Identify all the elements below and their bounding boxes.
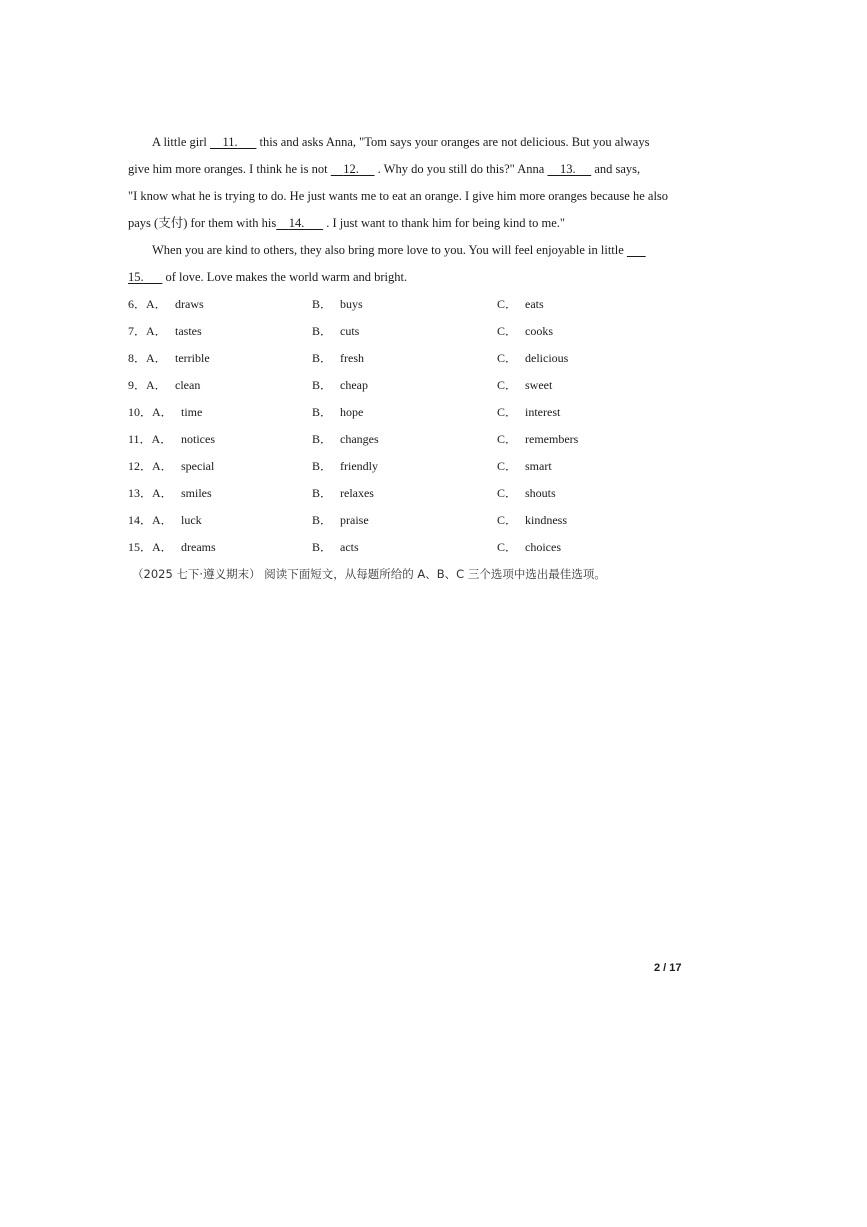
option-row [0, 431, 867, 447]
option-c-text: smart [525, 459, 552, 473]
option-b-text: hope [340, 405, 364, 419]
option-b-label: B． [312, 540, 333, 554]
option-b-label: B． [312, 459, 333, 473]
passage-text: . Why do you still do this?" Anna [377, 162, 545, 176]
option-c-text: choices [525, 540, 561, 554]
option-b-label: B． [312, 432, 333, 446]
page-number: 2 / 17 [654, 962, 682, 974]
option-b-label: B． [312, 405, 333, 419]
option-c-text: remembers [525, 432, 579, 446]
option-row [0, 458, 867, 474]
option-row [0, 377, 867, 393]
option-c-label: C． [497, 351, 518, 365]
passage-line-3 [128, 188, 668, 204]
option-number: 8．A． [128, 351, 167, 365]
option-b-text: praise [340, 513, 369, 527]
passage-text: this and asks Anna, "Tom says your oranges are not delicious. But you always [259, 135, 650, 149]
passage-line-6 [128, 269, 407, 285]
option-row [0, 512, 867, 528]
option-b-text: acts [340, 540, 359, 554]
option-c-text: eats [525, 297, 544, 311]
option-number: 10．A． [128, 405, 173, 419]
passage-text: When you are kind to others, they also bring more love to you. You will feel enjoyable in little [152, 243, 624, 257]
option-b-text: changes [340, 432, 379, 446]
option-b-label: B． [312, 378, 333, 392]
option-a-text: terrible [175, 351, 210, 365]
option-a-text: clean [175, 378, 201, 392]
option-b-text: cuts [340, 324, 360, 338]
option-row [0, 296, 867, 312]
option-b-label: B． [312, 486, 333, 500]
option-c-text: cooks [525, 324, 553, 338]
option-row [0, 539, 867, 555]
option-number: 9．A． [128, 378, 167, 392]
option-number: 12．A． [128, 459, 173, 473]
option-c-text: kindness [525, 513, 567, 527]
option-a-text: dreams [181, 540, 216, 554]
option-c-text: sweet [525, 378, 553, 392]
option-c-text: interest [525, 405, 561, 419]
option-c-label: C． [497, 540, 518, 554]
blank-13: 13. [559, 162, 576, 176]
option-c-label: C． [497, 297, 518, 311]
passage-text: A little girl [152, 135, 207, 149]
option-number: 14．A． [128, 513, 173, 527]
option-a-text: special [181, 459, 215, 473]
option-b-text: buys [340, 297, 363, 311]
option-c-label: C． [497, 432, 518, 446]
option-number: 7．A． [128, 324, 167, 338]
option-b-text: relaxes [340, 486, 374, 500]
option-a-text: time [181, 405, 203, 419]
option-c-label: C． [497, 459, 518, 473]
blank-12: 12. [343, 162, 359, 176]
passage-text: give him more oranges. I think he is not [128, 162, 328, 176]
passage-text: pays (支付) for them with his [128, 216, 277, 230]
option-b-label: B． [312, 513, 333, 527]
blank-15-start [627, 243, 646, 257]
option-c-label: C． [497, 324, 518, 338]
option-c-text: delicious [525, 351, 569, 365]
option-a-text: tastes [175, 324, 202, 338]
passage-text: "I know what he is trying to do. He just wants me to eat an orange. I give him more oranges because he also [128, 189, 669, 203]
blank-11: 11. [222, 135, 238, 149]
option-row [0, 485, 867, 501]
option-a-text: draws [175, 297, 204, 311]
passage-text: . I just want to thank him for being kind to me." [326, 216, 566, 230]
option-c-text: shouts [525, 486, 556, 500]
option-b-text: friendly [340, 459, 378, 473]
option-b-label: B． [312, 324, 333, 338]
option-a-text: luck [181, 513, 202, 527]
passage-text: and says, [594, 162, 641, 176]
option-number: 6．A． [128, 297, 167, 311]
option-c-label: C． [497, 405, 518, 419]
passage-line-5 [152, 242, 646, 258]
option-b-label: B． [312, 297, 333, 311]
option-b-text: cheap [340, 378, 368, 392]
option-row [0, 404, 867, 420]
option-b-text: fresh [340, 351, 364, 365]
option-row [0, 350, 867, 366]
option-b-label: B． [312, 351, 333, 365]
option-c-label: C． [497, 513, 518, 527]
option-a-text: notices [181, 432, 215, 446]
option-number: 13．A． [128, 486, 173, 500]
option-c-label: C． [497, 378, 518, 392]
option-number: 11．A． [128, 432, 173, 446]
option-row [0, 323, 867, 339]
blank-15: 15. [128, 270, 144, 284]
option-number: 15．A． [128, 540, 173, 554]
passage-line-2 [128, 161, 640, 177]
passage-text: of love. Love makes the world warm and bright. [165, 270, 408, 284]
blank-14: 14. [288, 216, 305, 230]
option-a-text: smiles [181, 486, 212, 500]
passage-line-4 [128, 215, 565, 231]
option-c-label: C． [497, 486, 518, 500]
passage-line-1 [152, 134, 649, 150]
section-note: （2025 七下·遵义期末） 阅读下面短文，从每题所给的 A、B、C 三个选项中选出最佳选项。 [132, 567, 606, 581]
